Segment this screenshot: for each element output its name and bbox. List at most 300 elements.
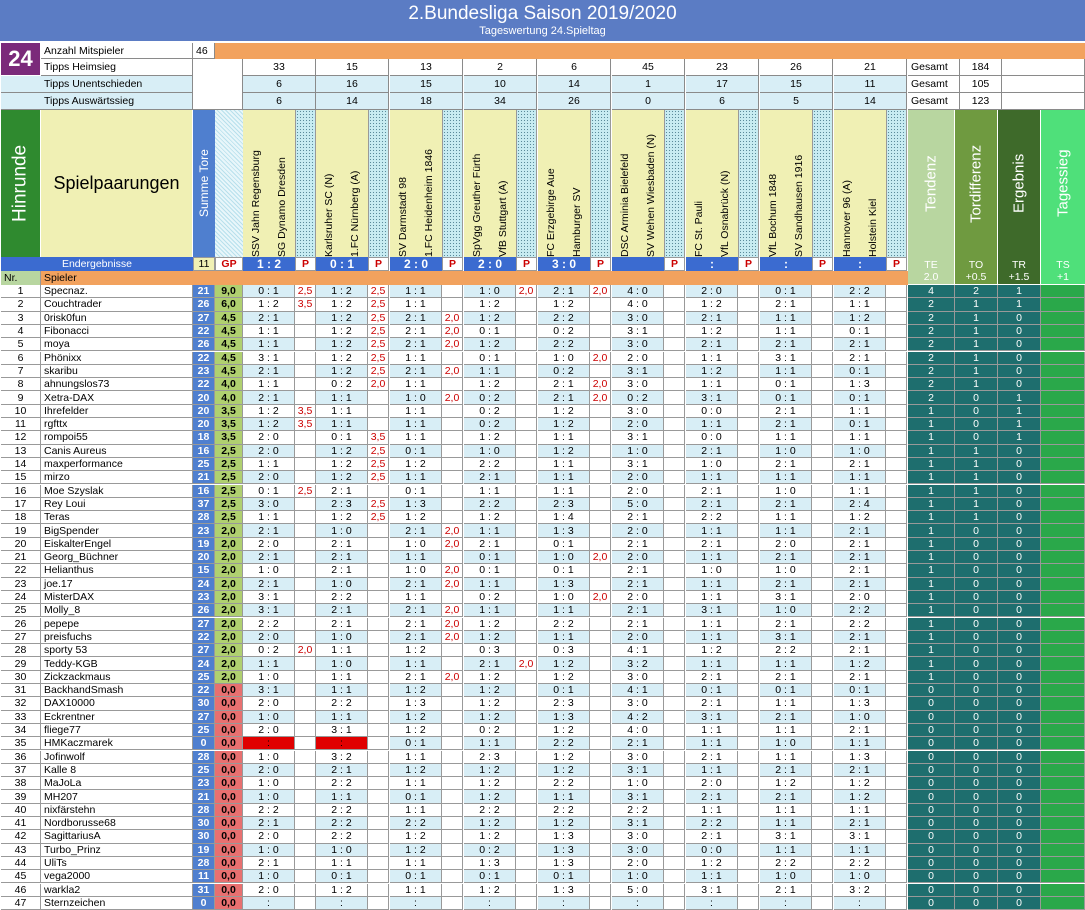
player-points	[664, 631, 685, 644]
player-tip: 0 : 1	[538, 564, 590, 577]
player-tip: 2 : 1	[538, 391, 590, 404]
player-ts	[1041, 830, 1085, 843]
player-te: 2	[908, 365, 955, 378]
player-points	[442, 684, 463, 697]
player-tip: 1 : 0	[390, 564, 442, 577]
player-ts	[1041, 378, 1085, 391]
player-points	[886, 604, 907, 617]
player-tip: 1 : 1	[538, 790, 590, 803]
match-p-hatch	[738, 110, 759, 257]
player-te: 1	[908, 631, 955, 644]
player-points	[738, 604, 759, 617]
player-points	[590, 711, 611, 724]
player-points	[516, 870, 537, 883]
player-to: 0	[955, 631, 998, 644]
player-tr: 0	[998, 711, 1041, 724]
player-points	[664, 418, 685, 431]
player-sum-tore: 26	[193, 338, 215, 351]
player-tip: 0 : 1	[538, 870, 590, 883]
player-tip: 2 : 1	[760, 338, 812, 351]
player-tip: 1 : 1	[686, 591, 738, 604]
player-tip: 1 : 2	[686, 857, 738, 870]
player-tip: 1 : 2	[538, 724, 590, 737]
player-tip: 1 : 0	[538, 352, 590, 365]
player-points: 2,5	[368, 312, 389, 325]
player-gp: 2,0	[215, 671, 243, 684]
player-te: 1	[908, 591, 955, 604]
player-te: 0	[908, 870, 955, 883]
player-points	[812, 564, 833, 577]
player-te: 2	[908, 338, 955, 351]
player-tr: 0	[998, 671, 1041, 684]
player-tip: 2 : 2	[316, 777, 368, 790]
player-points	[516, 644, 537, 657]
player-tip: 1 : 2	[316, 884, 368, 897]
player-points	[590, 578, 611, 591]
player-points	[295, 352, 316, 365]
player-points	[812, 285, 833, 298]
player-nr: 41	[1, 817, 41, 830]
player-points	[516, 711, 537, 724]
player-points	[516, 671, 537, 684]
match-p-label: P	[295, 257, 316, 271]
player-ts	[1041, 684, 1085, 697]
player-points: 2,0	[442, 338, 463, 351]
player-tr: 0	[998, 578, 1041, 591]
player-tip: 2 : 2	[316, 697, 368, 710]
player-points	[516, 697, 537, 710]
player-gp: 0,0	[215, 790, 243, 803]
player-points: 2,0	[442, 631, 463, 644]
player-tip: 1 : 1	[686, 578, 738, 591]
player-points	[368, 790, 389, 803]
player-points	[590, 445, 611, 458]
player-tr: 0	[998, 644, 1041, 657]
player-tr: 0	[998, 777, 1041, 790]
player-points	[886, 458, 907, 471]
player-points: 2,0	[442, 671, 463, 684]
player-tip: 1 : 1	[316, 391, 368, 404]
player-tip: 2 : 1	[834, 671, 886, 684]
match-away-team: 1.FC Nürnberg (A)	[342, 110, 368, 257]
player-tip: 0 : 1	[464, 551, 516, 564]
player-points	[886, 524, 907, 537]
player-points	[812, 884, 833, 897]
player-tip: 2 : 1	[760, 458, 812, 471]
player-points	[368, 418, 389, 431]
player-gp: 0,0	[215, 711, 243, 724]
player-tip: 3 : 0	[612, 751, 664, 764]
player-tip: 2 : 2	[834, 618, 886, 631]
player-tr: 0	[998, 564, 1041, 577]
player-points	[368, 524, 389, 537]
player-tip: 1 : 1	[390, 657, 442, 670]
player-tip: 1 : 2	[686, 644, 738, 657]
player-tip: 2 : 3	[538, 697, 590, 710]
player-points	[812, 671, 833, 684]
player-gp: 3,5	[215, 418, 243, 431]
player-points	[516, 777, 537, 790]
player-points	[812, 538, 833, 551]
player-points: 2,5	[368, 352, 389, 365]
player-to: 1	[955, 445, 998, 458]
player-ts	[1041, 804, 1085, 817]
player-te: 1	[908, 578, 955, 591]
player-points	[295, 498, 316, 511]
player-name: Fibonacci	[41, 325, 193, 338]
player-tr: 0	[998, 445, 1041, 458]
player-te: 1	[908, 538, 955, 551]
player-tip: 2 : 1	[760, 498, 812, 511]
player-tip: 2 : 1	[760, 671, 812, 684]
player-points	[442, 697, 463, 710]
player-tip: 1 : 2	[464, 298, 516, 311]
match-p-hatch	[812, 110, 833, 257]
player-points: 2,5	[368, 471, 389, 484]
player-tip: 2 : 1	[390, 604, 442, 617]
player-points	[812, 338, 833, 351]
player-points	[516, 405, 537, 418]
player-nr: 22	[1, 564, 41, 577]
player-sum-tore: 26	[193, 298, 215, 311]
player-ts	[1041, 285, 1085, 298]
player-points	[886, 644, 907, 657]
player-tip: 1 : 2	[464, 511, 516, 524]
player-points	[590, 511, 611, 524]
player-points: 2,0	[368, 378, 389, 391]
player-points: 2,0	[516, 657, 537, 670]
player-points	[886, 298, 907, 311]
player-tip: 2 : 4	[834, 498, 886, 511]
player-points	[886, 844, 907, 857]
player-tip: 2 : 1	[316, 764, 368, 777]
player-nr: 37	[1, 764, 41, 777]
player-gp: 0,0	[215, 777, 243, 790]
player-tip: 1 : 1	[243, 657, 295, 670]
player-tip: 2 : 1	[612, 564, 664, 577]
player-tip: 2 : 2	[316, 817, 368, 830]
player-tip: 0 : 1	[538, 538, 590, 551]
player-tip: 1 : 2	[538, 817, 590, 830]
player-nr: 47	[1, 897, 41, 910]
match-p-label: P	[812, 257, 833, 271]
ts-code: TS	[1056, 258, 1070, 271]
player-nr: 44	[1, 857, 41, 870]
player-points	[812, 830, 833, 843]
player-points	[886, 445, 907, 458]
player-tip: 1 : 1	[760, 804, 812, 817]
spielpaarungen-header: Spielpaarungen	[41, 110, 192, 257]
player-gp: 2,0	[215, 538, 243, 551]
player-te: 1	[908, 671, 955, 684]
player-tip: 1 : 2	[464, 312, 516, 325]
player-to: 0	[955, 564, 998, 577]
player-points	[368, 578, 389, 591]
player-points	[516, 578, 537, 591]
player-points	[812, 445, 833, 458]
player-te: 1	[908, 524, 955, 537]
match-tip-count: 34	[464, 93, 537, 110]
player-nr: 46	[1, 884, 41, 897]
player-points	[738, 817, 759, 830]
player-gp: 2,0	[215, 604, 243, 617]
player-points	[442, 884, 463, 897]
player-tip: 2 : 1	[834, 524, 886, 537]
player-to: 0	[955, 524, 998, 537]
player-points	[664, 405, 685, 418]
player-tip: 1 : 2	[760, 777, 812, 790]
player-tip: 2 : 1	[464, 657, 516, 670]
player-tip: 2 : 1	[243, 578, 295, 591]
player-tip: 2 : 1	[686, 830, 738, 843]
player-points	[590, 338, 611, 351]
player-tip: 1 : 1	[760, 817, 812, 830]
player-points: 2,0	[442, 618, 463, 631]
player-points	[368, 897, 389, 910]
player-points	[368, 870, 389, 883]
player-nr: 42	[1, 830, 41, 843]
player-points	[738, 724, 759, 737]
player-points	[590, 844, 611, 857]
player-points	[664, 790, 685, 803]
player-nr: 31	[1, 684, 41, 697]
player-tip: 1 : 1	[390, 884, 442, 897]
summe-tore-header: Summe Tore	[193, 110, 215, 257]
player-tip: 1 : 1	[686, 764, 738, 777]
player-points: 2,0	[590, 391, 611, 404]
player-tip: 1 : 0	[243, 751, 295, 764]
player-tip: 1 : 1	[686, 631, 738, 644]
player-tip: 1 : 1	[760, 365, 812, 378]
player-tr: 0	[998, 365, 1041, 378]
player-points	[812, 524, 833, 537]
player-tip: 2 : 2	[612, 804, 664, 817]
player-tip: 1 : 0	[464, 285, 516, 298]
player-tip: 2 : 3	[464, 751, 516, 764]
player-tip: 0 : 1	[834, 684, 886, 697]
player-tip: 3 : 1	[612, 365, 664, 378]
player-sum-tore: 11	[193, 870, 215, 883]
player-tip: 1 : 2	[390, 764, 442, 777]
player-tip: 0 : 2	[316, 378, 368, 391]
player-points	[664, 471, 685, 484]
player-tip: 1 : 1	[464, 604, 516, 617]
player-ts	[1041, 445, 1085, 458]
player-points	[368, 551, 389, 564]
player-tip: 1 : 0	[538, 551, 590, 564]
player-points	[295, 897, 316, 910]
player-sum-tore: 23	[193, 777, 215, 790]
player-points	[368, 405, 389, 418]
player-name: Zickzackmaus	[41, 671, 193, 684]
player-sum-tore: 31	[193, 884, 215, 897]
nr-label: Nr.	[1, 271, 41, 285]
player-points	[516, 897, 537, 910]
match-tip-count: 6	[686, 93, 759, 110]
player-points	[295, 471, 316, 484]
player-points	[664, 445, 685, 458]
player-te: 1	[908, 471, 955, 484]
player-tr: 0	[998, 870, 1041, 883]
player-points	[368, 485, 389, 498]
player-tip: :	[316, 897, 368, 910]
player-points	[516, 498, 537, 511]
player-tip: 1 : 1	[686, 551, 738, 564]
player-points: 2,5	[368, 445, 389, 458]
player-te: 1	[908, 644, 955, 657]
player-tip: 2 : 1	[760, 618, 812, 631]
player-tip: 1 : 2	[686, 365, 738, 378]
player-points	[738, 564, 759, 577]
player-gp: 0,0	[215, 764, 243, 777]
player-tip: 2 : 1	[834, 631, 886, 644]
player-points	[886, 538, 907, 551]
player-tip: 2 : 1	[760, 405, 812, 418]
player-tip: 0 : 1	[760, 285, 812, 298]
player-tip: 1 : 2	[390, 644, 442, 657]
player-ts	[1041, 657, 1085, 670]
player-gp: 2,5	[215, 458, 243, 471]
tr-code: TR	[1012, 258, 1026, 271]
player-points	[368, 618, 389, 631]
player-tip: 1 : 0	[243, 790, 295, 803]
player-points	[368, 538, 389, 551]
player-tip: 2 : 2	[686, 511, 738, 524]
player-points	[886, 564, 907, 577]
player-sum-tore: 30	[193, 697, 215, 710]
player-tr: 0	[998, 378, 1041, 391]
player-tip: 3 : 1	[612, 764, 664, 777]
player-tip: 1 : 2	[834, 657, 886, 670]
player-points	[442, 711, 463, 724]
player-tip: 1 : 2	[538, 298, 590, 311]
player-nr: 13	[1, 445, 41, 458]
player-points	[664, 884, 685, 897]
player-points	[738, 591, 759, 604]
player-name: Phönixx	[41, 352, 193, 365]
player-tip: 2 : 1	[834, 538, 886, 551]
player-name: EiskalterEngel	[41, 538, 193, 551]
player-gp: 4,0	[215, 391, 243, 404]
player-sum-tore: 22	[193, 325, 215, 338]
player-points: 2,0	[590, 551, 611, 564]
player-tip: 0 : 1	[834, 325, 886, 338]
player-points: 2,5	[368, 458, 389, 471]
player-points	[812, 631, 833, 644]
player-nr: 40	[1, 804, 41, 817]
player-te: 0	[908, 844, 955, 857]
player-points: 2,0	[590, 591, 611, 604]
hinrunde-header: Hinrunde	[1, 110, 40, 257]
player-tip: 2 : 1	[390, 671, 442, 684]
player-tip: 2 : 1	[243, 391, 295, 404]
player-points	[295, 737, 316, 750]
player-tr: 0	[998, 498, 1041, 511]
player-sum-tore: 28	[193, 804, 215, 817]
player-gp: 0,0	[215, 804, 243, 817]
player-points	[516, 844, 537, 857]
player-tip: :	[686, 897, 738, 910]
player-gp: 9,0	[215, 285, 243, 298]
player-tip: 2 : 2	[316, 804, 368, 817]
player-points	[368, 711, 389, 724]
player-sum-tore: 19	[193, 844, 215, 857]
player-tip: 3 : 1	[612, 431, 664, 444]
player-sum-tore: 0	[193, 897, 215, 910]
player-to: 0	[955, 578, 998, 591]
player-points	[738, 458, 759, 471]
te-label	[908, 257, 954, 284]
player-points	[886, 352, 907, 365]
player-points	[590, 498, 611, 511]
player-ts	[1041, 737, 1085, 750]
gp-label: GP	[215, 257, 243, 271]
player-points	[664, 511, 685, 524]
player-ts	[1041, 790, 1085, 803]
player-tip: 1 : 3	[390, 697, 442, 710]
player-tip: 1 : 1	[316, 644, 368, 657]
player-sum-tore: 37	[193, 498, 215, 511]
player-points	[886, 817, 907, 830]
player-tip: 2 : 1	[538, 285, 590, 298]
player-tr: 1	[998, 285, 1041, 298]
player-tip: 2 : 2	[538, 312, 590, 325]
player-points	[738, 405, 759, 418]
player-points	[590, 471, 611, 484]
player-points	[516, 378, 537, 391]
player-sum-tore: 23	[193, 524, 215, 537]
player-sum-tore: 22	[193, 352, 215, 365]
player-points	[590, 657, 611, 670]
player-nr: 45	[1, 870, 41, 883]
player-to: 1	[955, 378, 998, 391]
player-tr: 1	[998, 431, 1041, 444]
player-points	[442, 790, 463, 803]
player-to: 0	[955, 857, 998, 870]
player-tip: 2 : 0	[243, 471, 295, 484]
player-tip: 0 : 1	[760, 684, 812, 697]
match-tip-count: 10	[464, 76, 537, 93]
player-name: Couchtrader	[41, 298, 193, 311]
player-ts	[1041, 764, 1085, 777]
match-p-label: P	[664, 257, 685, 271]
player-points	[590, 325, 611, 338]
player-points	[295, 844, 316, 857]
player-tip: 1 : 2	[390, 830, 442, 843]
match-tip-count: 11	[834, 76, 907, 93]
player-te: 0	[908, 897, 955, 910]
player-name: fliege77	[41, 724, 193, 737]
player-nr: 36	[1, 751, 41, 764]
player-tip: 0 : 1	[390, 485, 442, 498]
player-tip: 3 : 2	[316, 751, 368, 764]
player-tip: 1 : 3	[464, 857, 516, 870]
match-tip-count: 6	[538, 59, 611, 76]
player-points	[442, 431, 463, 444]
player-points	[664, 897, 685, 910]
player-tip: 3 : 1	[243, 591, 295, 604]
match-away-team: SG Dynamo Dresden	[269, 110, 295, 257]
player-points: 2,5	[368, 511, 389, 524]
player-tip: :	[390, 897, 442, 910]
player-points	[664, 724, 685, 737]
player-tip: 2 : 2	[538, 338, 590, 351]
player-tip: 2 : 1	[686, 751, 738, 764]
player-points	[368, 671, 389, 684]
player-tip: 2 : 0	[243, 884, 295, 897]
player-gp: 2,0	[215, 591, 243, 604]
player-ts	[1041, 578, 1085, 591]
